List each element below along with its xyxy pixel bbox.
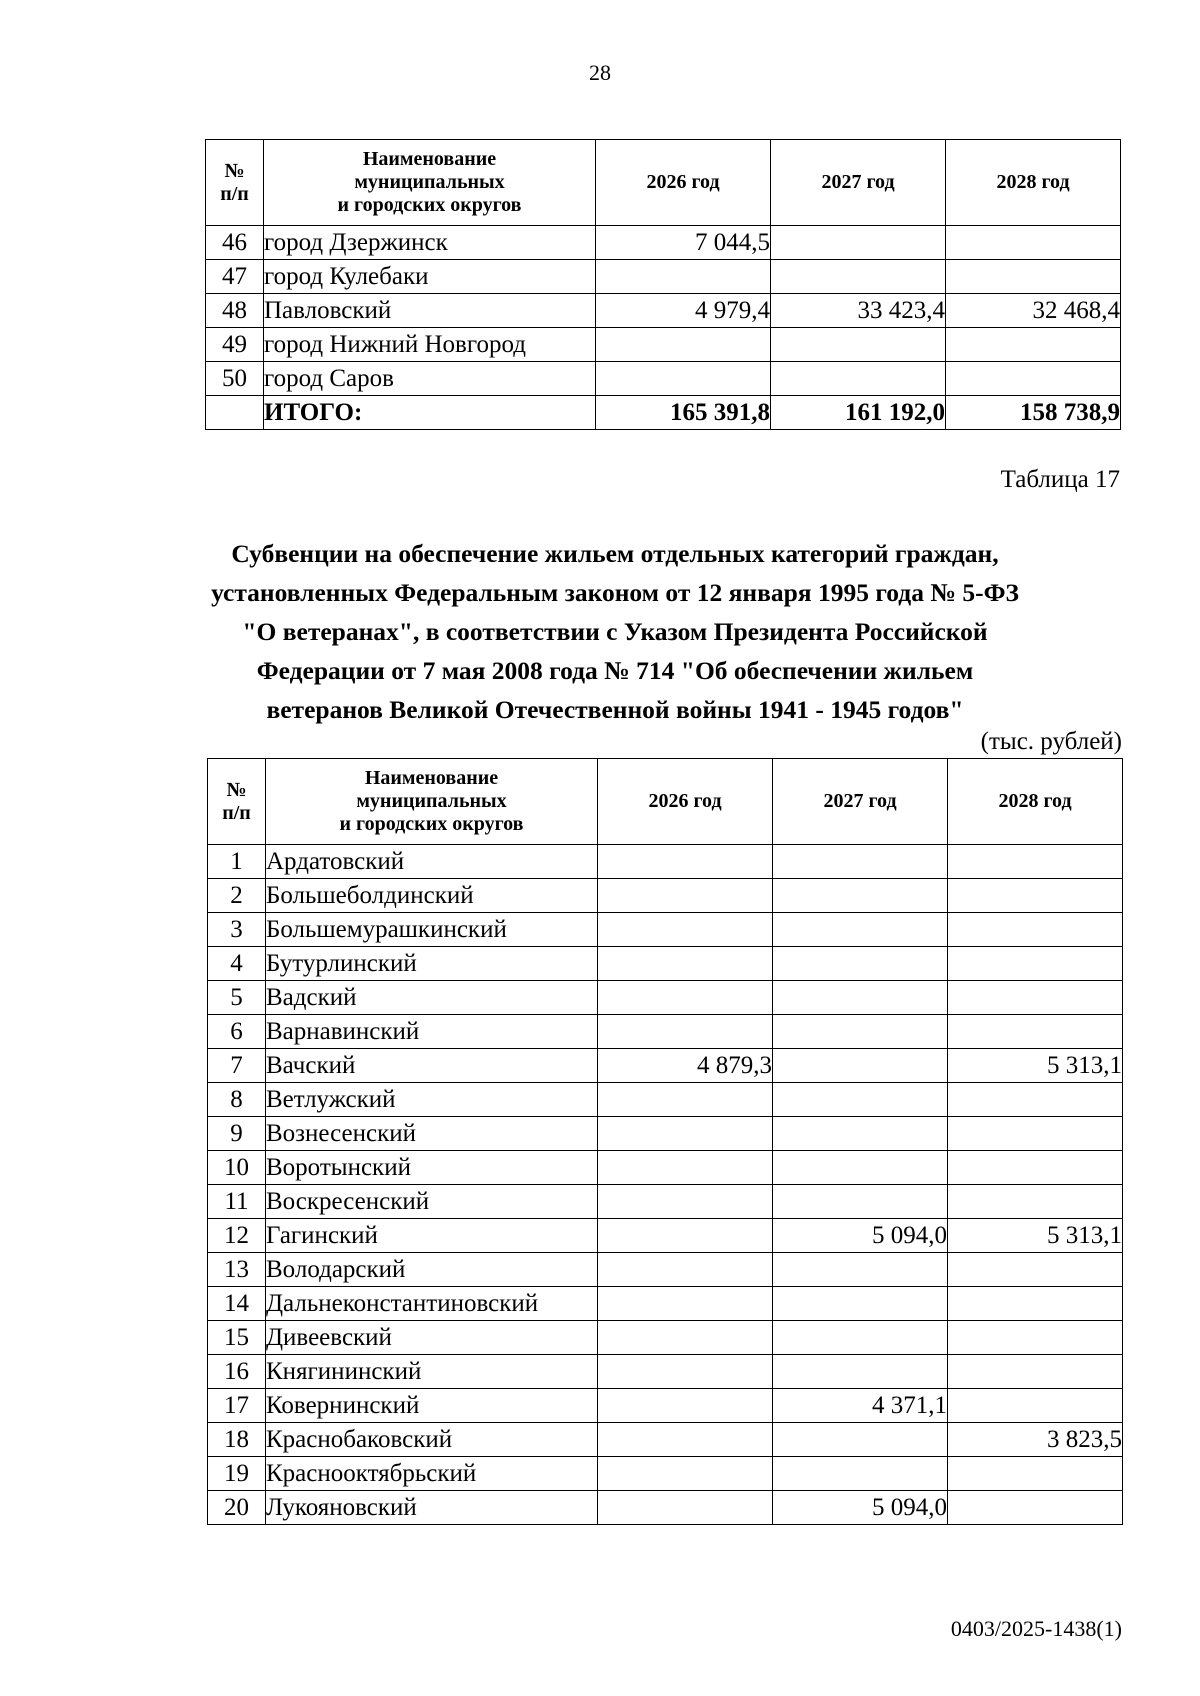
district-name: Краснооктябрьский [266,1457,598,1491]
value-2026 [598,845,773,879]
district-name: Ветлужский [266,1083,598,1117]
value-2027 [773,981,948,1015]
table-row [208,845,1123,879]
table-header-row [206,140,1121,226]
value-2027 [773,1185,948,1219]
value-2028 [948,913,1123,947]
value-2027 [773,879,948,913]
value-2028 [948,947,1123,981]
value-2026 [598,1355,773,1389]
total-2026: 165 391,8 [596,396,771,430]
value-2026 [598,1015,773,1049]
value-2028 [948,1491,1123,1525]
row-number: 46 [206,226,264,260]
row-number: 18 [208,1423,266,1457]
total-num-cell [206,396,264,430]
value-2027 [773,1117,948,1151]
district-name: Павловский [264,294,596,328]
table-main [207,758,1123,1525]
value-2027: 5 094,0 [773,1219,948,1253]
row-number: 8 [208,1083,266,1117]
table-row [208,1253,1123,1287]
value-2028 [948,1117,1123,1151]
row-number: 1 [208,845,266,879]
district-name: Гагинский [266,1219,598,1253]
header-name: Наименование муниципальных и городских округов [264,140,596,226]
row-number: 47 [206,260,264,294]
table-top-continuation [205,139,1121,430]
total-2028: 158 738,9 [946,396,1121,430]
value-2027 [773,1287,948,1321]
header-2026: 2026 год [598,759,773,845]
total-label: ИТОГО: [264,396,596,430]
value-2026 [598,1219,773,1253]
value-2028 [948,1253,1123,1287]
table-header-row [208,759,1123,845]
value-2027: 33 423,4 [771,294,946,328]
table-row [208,1049,1123,1083]
row-number: 12 [208,1219,266,1253]
district-name: Ковернинский [266,1389,598,1423]
document-code: 0403/2025-1438(1) [950,1616,1122,1641]
table-row [208,1185,1123,1219]
row-number: 6 [208,1015,266,1049]
table-row [208,1355,1123,1389]
value-2028 [948,1389,1123,1423]
district-name: город Кулебаки [264,260,596,294]
value-2026 [596,362,771,396]
value-2028 [948,845,1123,879]
value-2027 [771,362,946,396]
value-2028 [948,1287,1123,1321]
value-2028: 5 313,1 [948,1219,1123,1253]
table-row [206,328,1121,362]
table-row [208,947,1123,981]
row-number: 48 [206,294,264,328]
title-line: "О ветеранах", в соответствии с Указом Президента Российской [242,617,988,646]
value-2026: 7 044,5 [596,226,771,260]
district-name: Вознесенский [266,1117,598,1151]
value-2026 [598,1253,773,1287]
page-number: 28 [589,60,611,85]
value-2026 [598,1083,773,1117]
value-2026: 4 879,3 [598,1049,773,1083]
value-2026: 4 979,4 [596,294,771,328]
value-2026 [598,1457,773,1491]
value-2027 [773,947,948,981]
table-row [208,1321,1123,1355]
title-line: установленных Федеральным законом от 12 января 1995 года № 5-ФЗ [211,578,1019,607]
row-number: 9 [208,1117,266,1151]
value-2026 [598,1185,773,1219]
value-2028 [948,1355,1123,1389]
value-2028 [948,1151,1123,1185]
header-2027: 2027 год [773,759,948,845]
row-number: 13 [208,1253,266,1287]
header-2028: 2028 год [946,140,1121,226]
title-line: Субвенции на обеспечение жильем отдельных категорий граждан, [231,539,999,568]
value-2028 [948,981,1123,1015]
units-label: (тыс. рублей) [980,728,1122,755]
district-name: Лукояновский [266,1491,598,1525]
district-name: Володарский [266,1253,598,1287]
district-name: Воротынский [266,1151,598,1185]
value-2028: 3 823,5 [948,1423,1123,1457]
value-2027: 5 094,0 [773,1491,948,1525]
row-number: 7 [208,1049,266,1083]
table-row [208,1117,1123,1151]
table-row [208,1287,1123,1321]
value-2026 [598,879,773,913]
district-name: Ардатовский [266,845,598,879]
district-name: Княгининский [266,1355,598,1389]
value-2026 [598,1287,773,1321]
value-2028 [946,260,1121,294]
district-name: город Нижний Новгород [264,328,596,362]
value-2026 [598,981,773,1015]
table-row [206,294,1121,328]
value-2027 [773,1355,948,1389]
district-name: город Саров [264,362,596,396]
header-2028: 2028 год [948,759,1123,845]
district-name: Вадский [266,981,598,1015]
value-2026 [596,260,771,294]
header-num: № п/п [208,759,266,845]
table-row [208,913,1123,947]
value-2027 [771,260,946,294]
header-name: Наименование муниципальных и городских округов [266,759,598,845]
row-number: 11 [208,1185,266,1219]
value-2026 [598,913,773,947]
value-2028 [948,1015,1123,1049]
value-2026 [596,328,771,362]
table-row [208,1083,1123,1117]
value-2026 [598,1423,773,1457]
table-row [208,1219,1123,1253]
value-2027 [773,913,948,947]
value-2026 [598,1117,773,1151]
title-line: Федерации от 7 мая 2008 года № 714 "Об обеспечении жильем [256,656,974,685]
row-number: 3 [208,913,266,947]
value-2027 [771,328,946,362]
table-label: Таблица 17 [1000,466,1120,493]
table-row [206,260,1121,294]
value-2027 [773,845,948,879]
table-row [208,1015,1123,1049]
value-2026 [598,947,773,981]
row-number: 17 [208,1389,266,1423]
value-2027 [773,1321,948,1355]
district-name: Дивеевский [266,1321,598,1355]
value-2027 [773,1015,948,1049]
value-2028 [948,1321,1123,1355]
value-2028 [948,1457,1123,1491]
district-name: Дальнеконстантиновский [266,1287,598,1321]
table-row [208,981,1123,1015]
table-row [208,1151,1123,1185]
value-2026 [598,1151,773,1185]
value-2027 [773,1457,948,1491]
row-number: 10 [208,1151,266,1185]
row-number: 15 [208,1321,266,1355]
row-number: 5 [208,981,266,1015]
total-2027: 161 192,0 [771,396,946,430]
row-number: 49 [206,328,264,362]
value-2027 [773,1049,948,1083]
table-row [208,1423,1123,1457]
value-2028: 32 468,4 [946,294,1121,328]
header-2026: 2026 год [596,140,771,226]
value-2028 [948,1083,1123,1117]
value-2028 [948,1185,1123,1219]
district-name: Краснобаковский [266,1423,598,1457]
total-row [206,396,1121,430]
district-name: Большеболдинский [266,879,598,913]
table-row [208,1491,1123,1525]
row-number: 19 [208,1457,266,1491]
row-number: 2 [208,879,266,913]
district-name: Бутурлинский [266,947,598,981]
table-row [208,1457,1123,1491]
value-2027 [773,1151,948,1185]
header-2027: 2027 год [771,140,946,226]
value-2026 [598,1389,773,1423]
district-name: Большемурашкинский [266,913,598,947]
value-2028 [946,362,1121,396]
row-number: 4 [208,947,266,981]
header-num: № п/п [206,140,264,226]
value-2027 [771,226,946,260]
value-2026 [598,1321,773,1355]
table-row [206,362,1121,396]
row-number: 50 [206,362,264,396]
table-row [208,879,1123,913]
value-2027 [773,1083,948,1117]
district-name: Вачский [266,1049,598,1083]
title-line: ветеранов Великой Отечественной войны 1941 - 1945 годов" [266,695,964,724]
row-number: 14 [208,1287,266,1321]
value-2028 [948,879,1123,913]
value-2027: 4 371,1 [773,1389,948,1423]
district-name: Варнавинский [266,1015,598,1049]
district-name: город Дзержинск [264,226,596,260]
table-row [206,226,1121,260]
value-2027 [773,1423,948,1457]
value-2028 [946,226,1121,260]
table-row [208,1389,1123,1423]
district-name: Воскресенский [266,1185,598,1219]
row-number: 16 [208,1355,266,1389]
value-2027 [773,1253,948,1287]
table-title [150,534,1080,729]
value-2028 [946,328,1121,362]
value-2028: 5 313,1 [948,1049,1123,1083]
row-number: 20 [208,1491,266,1525]
value-2026 [598,1491,773,1525]
